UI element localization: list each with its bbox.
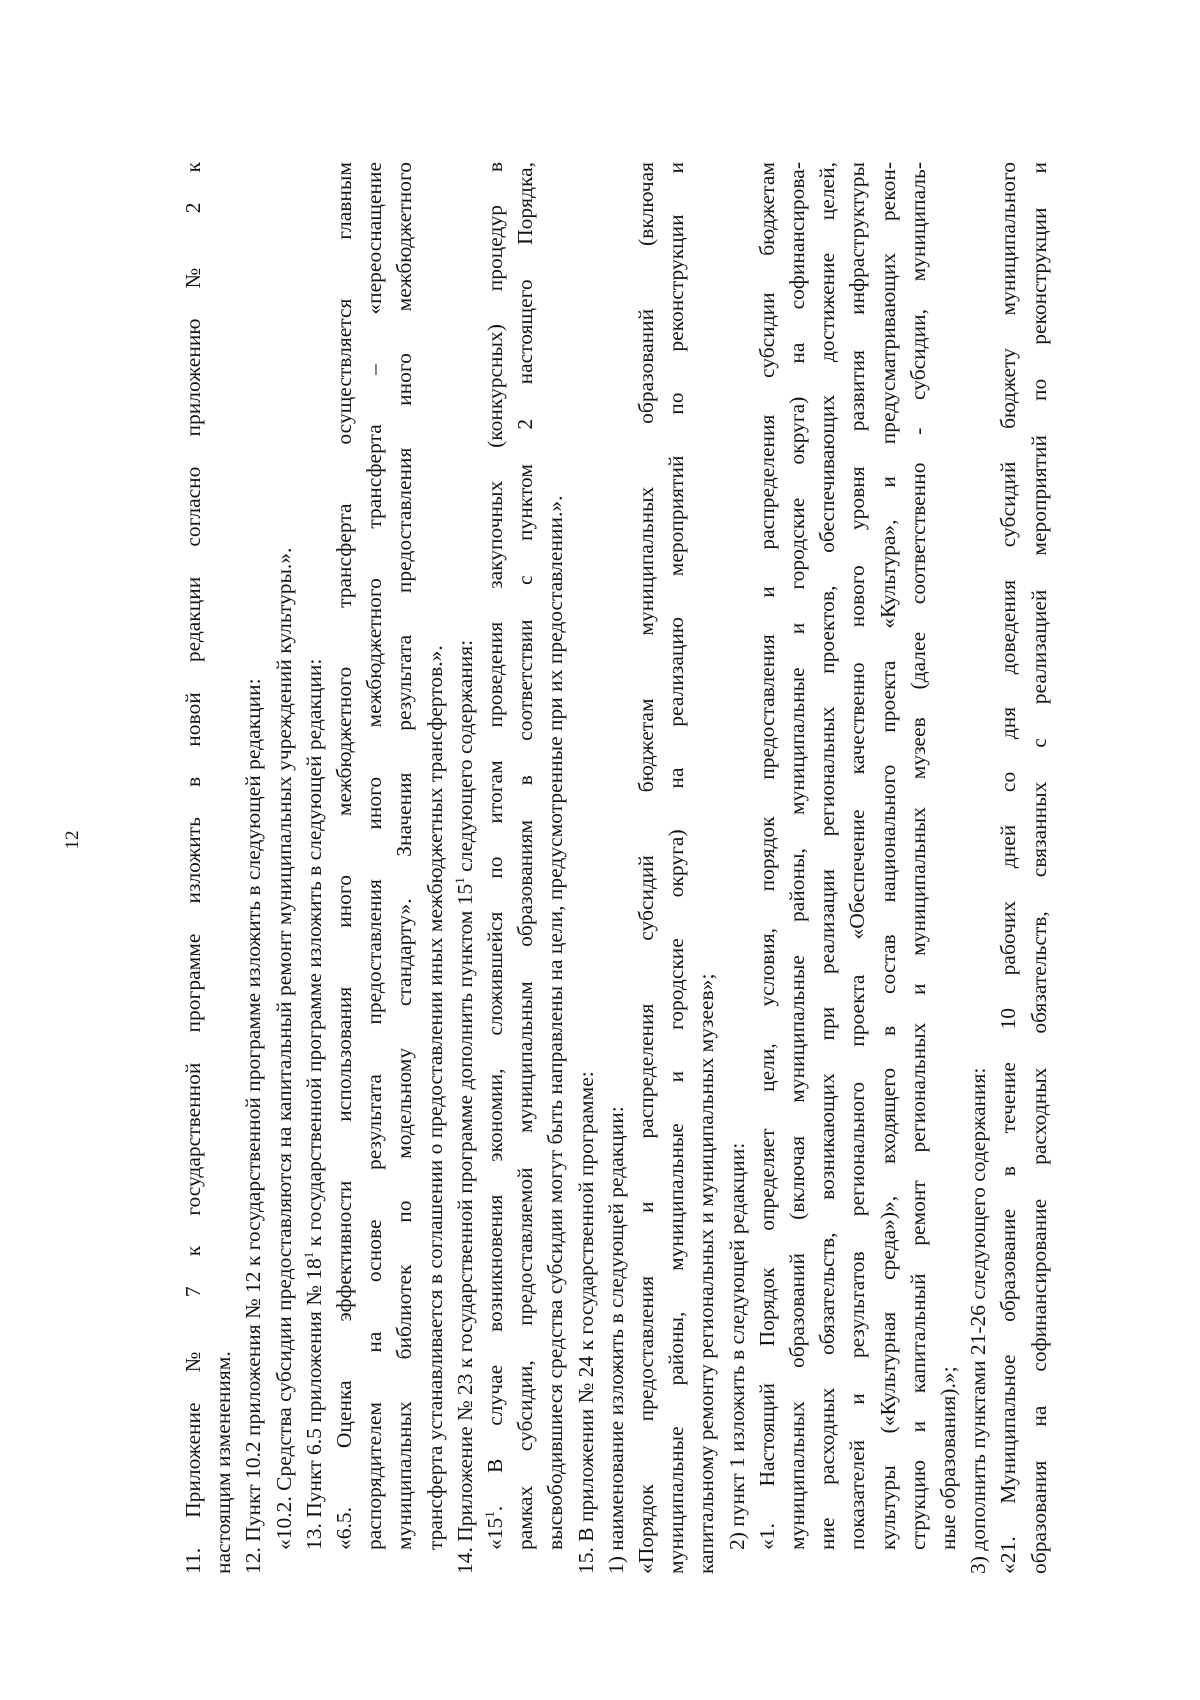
text-line: муниципальных библиотек по модельному стандарту». Значения результата предоставления иного межбюджетного — [392, 162, 417, 1550]
text-line: культуры («Культурная среда»)», входящего в состав национального проекта «Культура», и предусматривающих рекон- — [875, 162, 900, 1550]
superscript: 1 — [482, 1511, 498, 1518]
page-number: 12 — [62, 830, 83, 850]
text-line: капитальному ремонту региональных и муниципальных музеев»; — [694, 973, 719, 1574]
text-line: рамках субсидии, предоставляемой муниципальным образованиям в соответствии с пунктом 2 настоящего Порядка, — [513, 162, 538, 1550]
text-line: 1) наименование изложить в следующей редакции: — [603, 1106, 628, 1574]
text-run: «15 — [483, 1517, 508, 1550]
text-line: распорядителем на основе результата предоставления иного межбюджетного трансферта – «переоснащение — [362, 162, 387, 1550]
text-line: струкцию и капитальный ремонт региональных и муниципальных музеев (далее соответственно - субсидии, муниципаль- — [905, 162, 930, 1550]
paragraph-15-item-3-quote — [993, 162, 1053, 1612]
paragraph-13 — [299, 162, 329, 1612]
text-line: 2) пункт 1 изложить в следующей редакции: — [724, 1142, 749, 1550]
paragraph-14-quote — [480, 162, 571, 1612]
document-body — [178, 162, 1054, 1612]
paragraph-15-item-2 — [722, 162, 752, 1612]
text-line: муниципальных образований (включая муниципальные районы, муниципальные и городские округа) на софинансирова- — [785, 162, 810, 1550]
text-line: муниципальные районы, муниципальные и городские округа) на реализацию мероприятий по реконструкции и — [664, 162, 689, 1574]
text-line: настоящим изменениям. — [211, 1351, 236, 1574]
text-line: «6.5. Оценка эффективности использования иного межбюджетного трансферта осуществляется главным — [332, 162, 357, 1550]
text-run: 14. Приложение № 23 к государственной программе дополнить пунктом 15 — [452, 883, 477, 1574]
superscript: 1 — [300, 1251, 316, 1259]
text-line — [480, 162, 510, 1612]
text-run: к государственной программе изложить в следующей редакции: — [301, 658, 326, 1252]
superscript: 1 — [451, 877, 467, 884]
text-line: 3) дополнить пунктами 21-26 следующего содержания: — [966, 1067, 991, 1574]
text-line: «1. Настоящий Порядок определяет цели, условия, порядок предоставления и распределения субсидии бюджетам — [754, 162, 779, 1550]
paragraph-15-item-1 — [601, 162, 631, 1612]
text-line: трансферта устанавливается в соглашении о предоставлении иных межбюджетных трансфертов.». — [422, 645, 447, 1550]
text-run: 13. Пункт 6.5 приложения № 18 — [301, 1258, 326, 1550]
text-line: показателей и результатов регионального проекта «Обеспечение качественно нового уровня развития инфраструктуры — [845, 162, 870, 1550]
text-line — [450, 162, 480, 1612]
text-line: ные образования).»; — [936, 1366, 961, 1550]
paragraph-15-item-3 — [963, 162, 993, 1612]
text-line: образования на софинансирование расходных обязательств, связанных с реализацией мероприятий по реконструкции и — [1026, 162, 1051, 1574]
paragraph-11 — [178, 162, 238, 1612]
text-line: высвободившиеся средства субсидии могут быть направлены на цели, предусмотренные при их предоставлении.». — [543, 495, 568, 1550]
text-line: ние расходных обязательств, возникающих при реализации региональных проектов, обеспечивающих достижение целей, — [815, 162, 840, 1550]
text-line: «10.2. Средства субсидии предоставляются на капитальный ремонт муниципальных учреждений культуры.». — [271, 547, 296, 1550]
text-run: следующего содержания: — [452, 639, 477, 878]
text-line: 11. Приложение № 7 к государственной программе изложить в новой редакции согласно приложению № 2 к — [181, 162, 205, 1574]
paragraph-13-quote — [329, 162, 450, 1612]
paragraph-14 — [450, 162, 480, 1612]
document-page — [178, 162, 1051, 1612]
paragraph-12-quote — [269, 162, 299, 1612]
text-line: «Порядок предоставления и распределения субсидий бюджетам муниципальных образований (включая — [634, 162, 659, 1574]
text-line: «21. Муниципальное образование в течение 10 рабочих дней со дня доведения субсидий бюджету муниципального — [996, 162, 1021, 1574]
paragraph-15 — [571, 162, 601, 1612]
text-line: 12. Пункт 10.2 приложения № 12 к государственной программе изложить в следующей редакции: — [241, 678, 266, 1574]
paragraph-12 — [238, 162, 268, 1612]
text-run: . В случае возникновения экономии, сложившейся по итогам проведения закупочных (конкурсных) процедур в — [483, 162, 508, 1512]
text-line — [299, 162, 329, 1612]
text-line: 15. В приложении № 24 к государственной программе: — [573, 1071, 598, 1574]
paragraph-15-item-1-quote — [631, 162, 722, 1612]
paragraph-15-item-2-quote — [752, 162, 963, 1612]
